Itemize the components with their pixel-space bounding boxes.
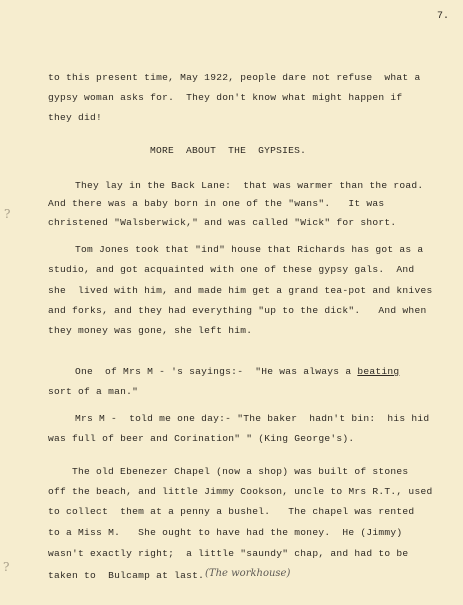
text-line: gypsy woman asks for. They don't know what might happen if [48, 92, 403, 103]
text-line: The old Ebenezer Chapel (now a shop) was built of stones [72, 466, 409, 477]
text-line: studio, and got acquainted with one of these gypsy gals. And [48, 264, 415, 275]
text-line: sort of a man." [48, 386, 139, 397]
text-fragment: One of Mrs M - 's sayings:- "He was always a [75, 366, 358, 377]
text-line: to collect them at a penny a bushel. The chapel was rented [48, 506, 415, 517]
text-line: they did! [48, 112, 103, 123]
text-line: taken to Bulcamp at last. [48, 570, 205, 581]
text-line: wasn't exactly right; a little "saundy" chap, and had to be [48, 548, 409, 559]
text-line: Mrs M - told me one day:- "The baker hadn't bin: his hid [75, 413, 430, 424]
text-line: They lay in the Back Lane: that was warmer than the road. [75, 180, 424, 191]
underlined-word: beating [357, 366, 400, 377]
text-line: off the beach, and little Jimmy Cookson, uncle to Mrs R.T., used [48, 486, 433, 497]
text-line: and forks, and they had everything "up to the dick". And when [48, 305, 427, 316]
text-line: Tom Jones took that "ind" house that Richards has got as a [75, 244, 424, 255]
margin-question-mark: ? [3, 560, 10, 574]
handwritten-annotation: (The workhouse) [205, 568, 291, 579]
text-line: And there was a baby born in one of the "wans". It was [48, 198, 385, 209]
margin-question-mark: ? [4, 207, 11, 221]
text-line: she lived with him, and made him get a grand tea-pot and knives [48, 285, 433, 296]
page-number: 7. [437, 11, 450, 22]
text-line: to this present time, May 1922, people dare not refuse what a [48, 72, 421, 83]
text-line: they money was gone, she left him. [48, 325, 253, 336]
text-line [75, 366, 399, 378]
section-heading: MORE ABOUT THE GYPSIES. [150, 145, 307, 156]
text-line: was full of beer and Corination" " (King George's). [48, 433, 355, 444]
text-line: christened "Walsberwick," and was called "Wick" for short. [48, 217, 397, 228]
text-line: to a Miss M. She ought to have had the money. He (Jimmy) [48, 527, 403, 538]
